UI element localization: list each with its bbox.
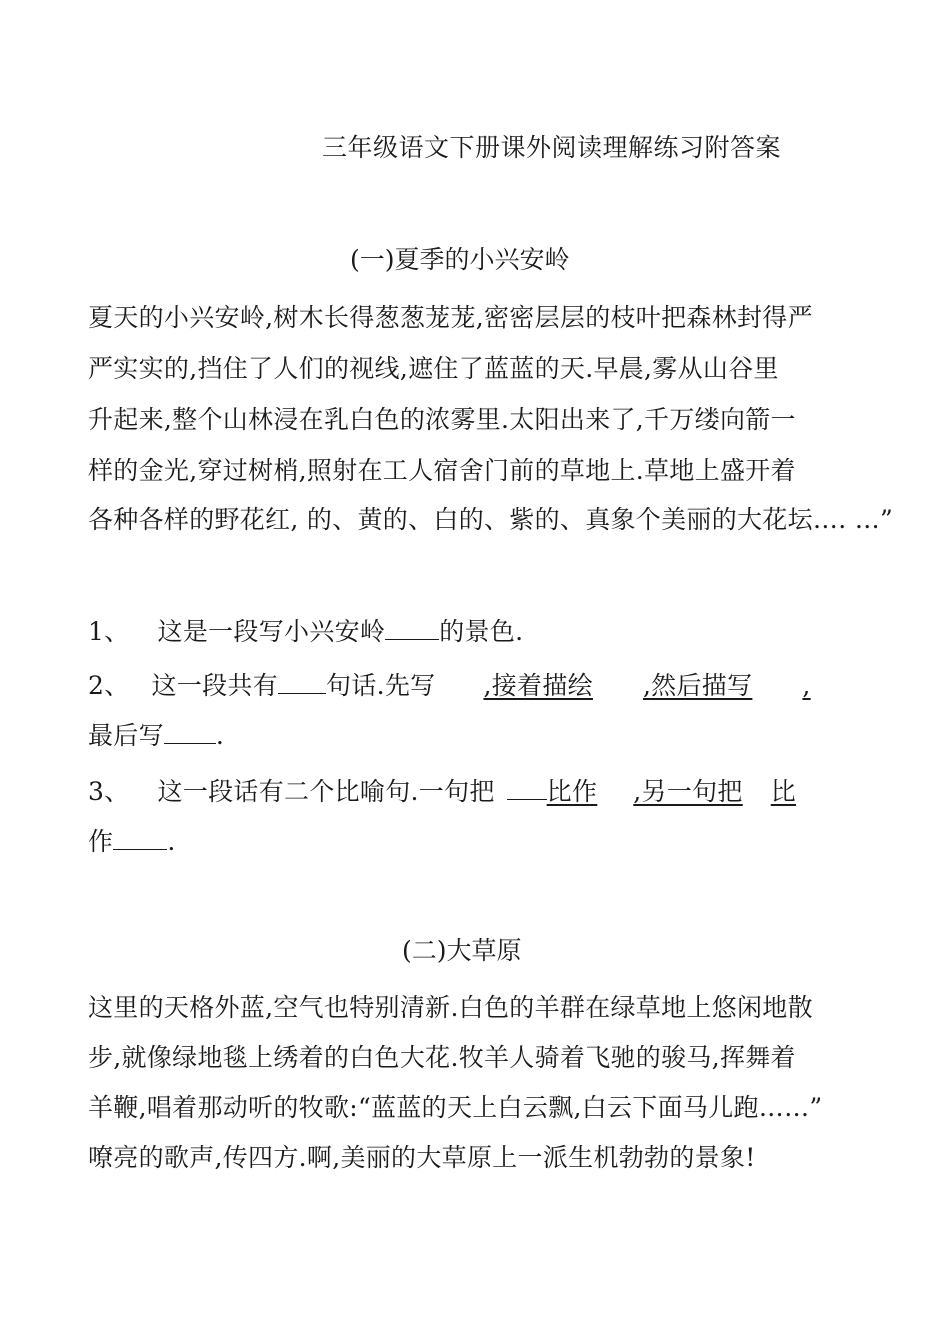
question-number: 3、 — [88, 777, 130, 806]
section1-title: (一)夏季的小兴安岭 — [350, 245, 570, 274]
question-text: 比作 — [546, 777, 598, 806]
answer-blank[interactable] — [113, 827, 167, 850]
question-text: . — [167, 827, 176, 856]
question-text: 比 — [770, 777, 797, 806]
question-text: 这一段话有二个比喻句.一句把 — [157, 777, 495, 806]
question-text: 的景色. — [439, 617, 524, 646]
answer-blank[interactable] — [278, 671, 326, 694]
section2-paragraph-line: 嘹亮的歌声,传四方.啊,美丽的大草原上一派生机勃勃的景象! — [88, 1143, 756, 1172]
question-2-line-2 — [88, 716, 224, 752]
answer-blank[interactable] — [507, 777, 547, 800]
question-text: ,另一句把 — [633, 777, 743, 806]
section2-title: (二)大草原 — [402, 936, 522, 965]
question-text: . — [215, 721, 225, 750]
section1-paragraph-line: 严实实的,挡住了人们的视线,遮住了蓝蓝的天.早晨,雾从山谷里 — [88, 354, 779, 383]
section1-paragraph-line: 升起来,整个山林浸在乳白色的浓雾里.太阳出来了,千万缕向箭一 — [88, 405, 796, 434]
question-text: , — [802, 671, 811, 700]
question-number: 2、 — [88, 671, 130, 700]
answer-blank[interactable] — [385, 617, 439, 640]
question-text: 这一段共有 — [151, 671, 279, 700]
section1-paragraph-line: 夏天的小兴安岭,树木长得葱葱茏茏,密密层层的枝叶把森林封得严 — [88, 303, 813, 332]
document-title: 三年级语文下册课外阅读理解练习附答案 — [322, 133, 782, 162]
question-text: 最后写 — [88, 721, 164, 750]
answer-blank[interactable] — [164, 721, 216, 744]
section2-paragraph-line: 羊鞭,唱着那动听的牧歌:“蓝蓝的天上白云飘,白云下面马儿跑……” — [88, 1093, 823, 1122]
question-3-line-2 — [88, 822, 176, 858]
question-text: ,接着描绘 — [483, 671, 593, 700]
question-text: 句话.先写 — [326, 671, 436, 700]
section2-paragraph-line: 这里的天格外蓝,空气也特别清新.白色的羊群在绿草地上悠闲地散 — [88, 993, 813, 1022]
question-2 — [88, 666, 811, 702]
section1-paragraph-line: 各种各样的野花红, 的、黄的、白的、紫的、真象个美丽的大花坛…. …” — [88, 505, 894, 534]
question-text: 作 — [88, 827, 114, 856]
question-number: 1、 — [88, 617, 130, 646]
question-1 — [88, 612, 523, 648]
section1-paragraph-line: 样的金光,穿过树梢,照射在工人宿舍门前的草地上.草地上盛开着 — [88, 456, 796, 485]
question-text: 这是一段写小兴安岭 — [157, 617, 386, 646]
question-3 — [88, 772, 796, 808]
question-text: ,然后描写 — [642, 671, 753, 700]
section2-paragraph-line: 步,就像绿地毯上绣着的白色大花.牧羊人骑着飞驰的骏马,挥舞着 — [88, 1043, 796, 1072]
